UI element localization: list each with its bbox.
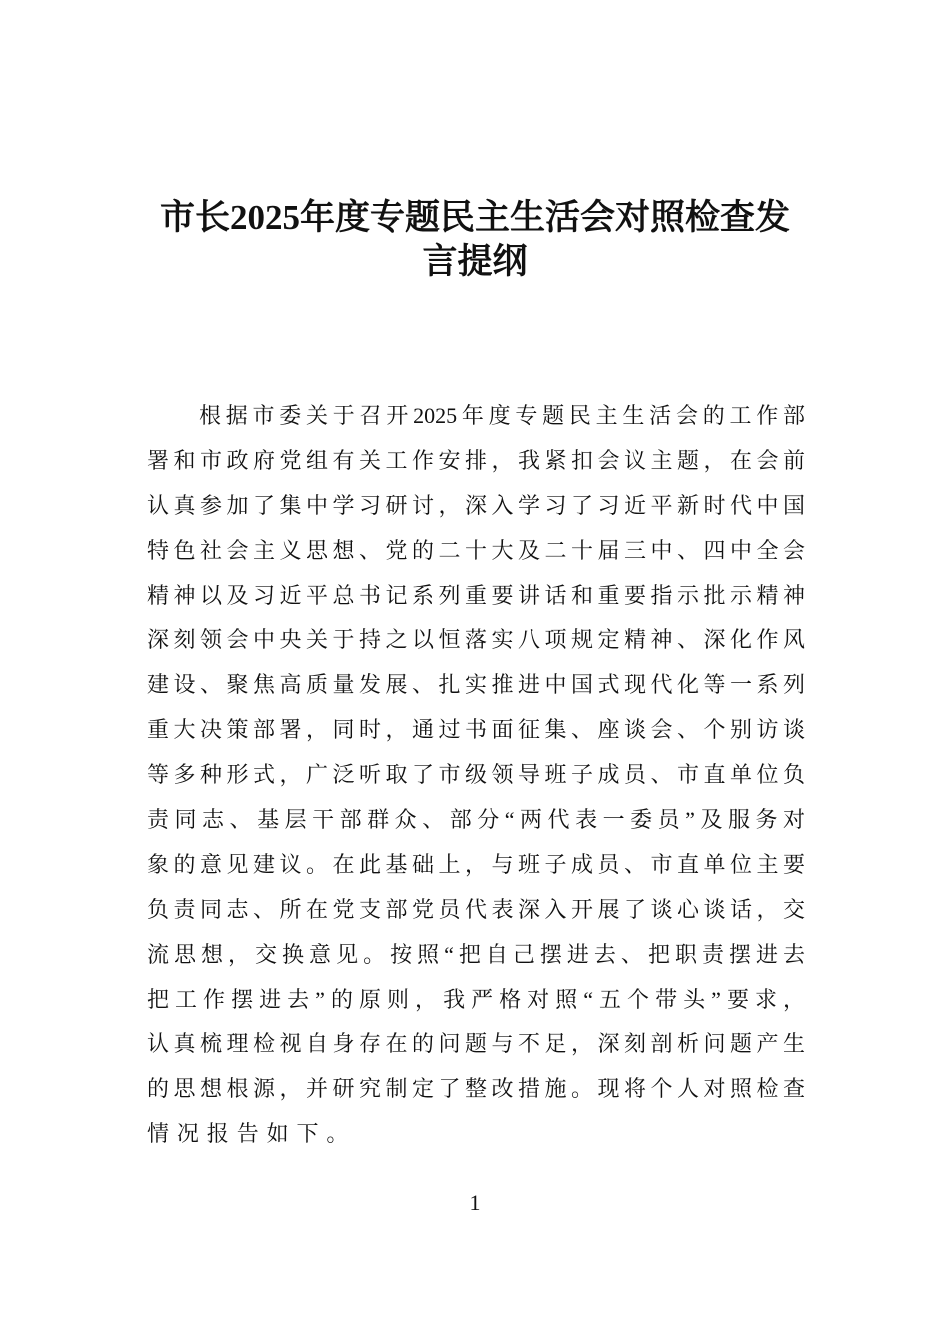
body-line: 署和市政府党组有关工作安排，我紧扣会议主题，在会前 xyxy=(147,447,805,473)
body-line: 重大决策部署，同时，通过书面征集、座谈会、个别访谈 xyxy=(147,717,805,743)
document-title-line-2: 言提纲 xyxy=(422,242,528,281)
body-line: 负责同志、所在党支部党员代表深入开展了谈心谈话，交 xyxy=(147,896,805,922)
body-line: 认真参加了集中学习研讨，深入学习了习近平新时代中国 xyxy=(147,492,805,518)
body-line: 精神以及习近平总书记系列重要讲话和重要指示批示精神 xyxy=(147,582,805,608)
body-line: 情况报告如下。 xyxy=(147,1121,357,1147)
body-line: 根据市委关于召开2025年度专题民主生活会的工作部 xyxy=(199,403,805,428)
body-line: 认真梳理检视自身存在的问题与不足，深刻剖析问题产生 xyxy=(147,1031,805,1057)
page-number: 1 xyxy=(469,1190,481,1215)
body-line: 的思想根源，并研究制定了整改措施。现将个人对照检查 xyxy=(147,1076,805,1102)
body-line: 建设、聚焦高质量发展、扎实推进中国式现代化等一系列 xyxy=(147,672,805,698)
body-line: 责同志、基层干部群众、部分“两代表一委员”及服务对 xyxy=(147,807,805,833)
body-line: 等多种形式，广泛听取了市级领导班子成员、市直单位负 xyxy=(147,762,805,788)
body-line: 特色社会主义思想、党的二十大及二十届三中、四中全会 xyxy=(147,537,805,563)
body-line: 深刻领会中央关于持之以恒落实八项规定精神、深化作风 xyxy=(147,627,805,653)
body-line: 象的意见建议。在此基础上，与班子成员、市直单位主要 xyxy=(147,851,805,877)
body-line: 流思想，交换意见。按照“把自己摆进去、把职责摆进去 xyxy=(147,941,805,967)
document-title-line-1: 市长2025年度专题民主生活会对照检查发 xyxy=(159,198,790,237)
body-paragraph xyxy=(147,398,805,1161)
body-line: 把工作摆进去”的原则，我严格对照“五个带头”要求， xyxy=(147,986,805,1012)
